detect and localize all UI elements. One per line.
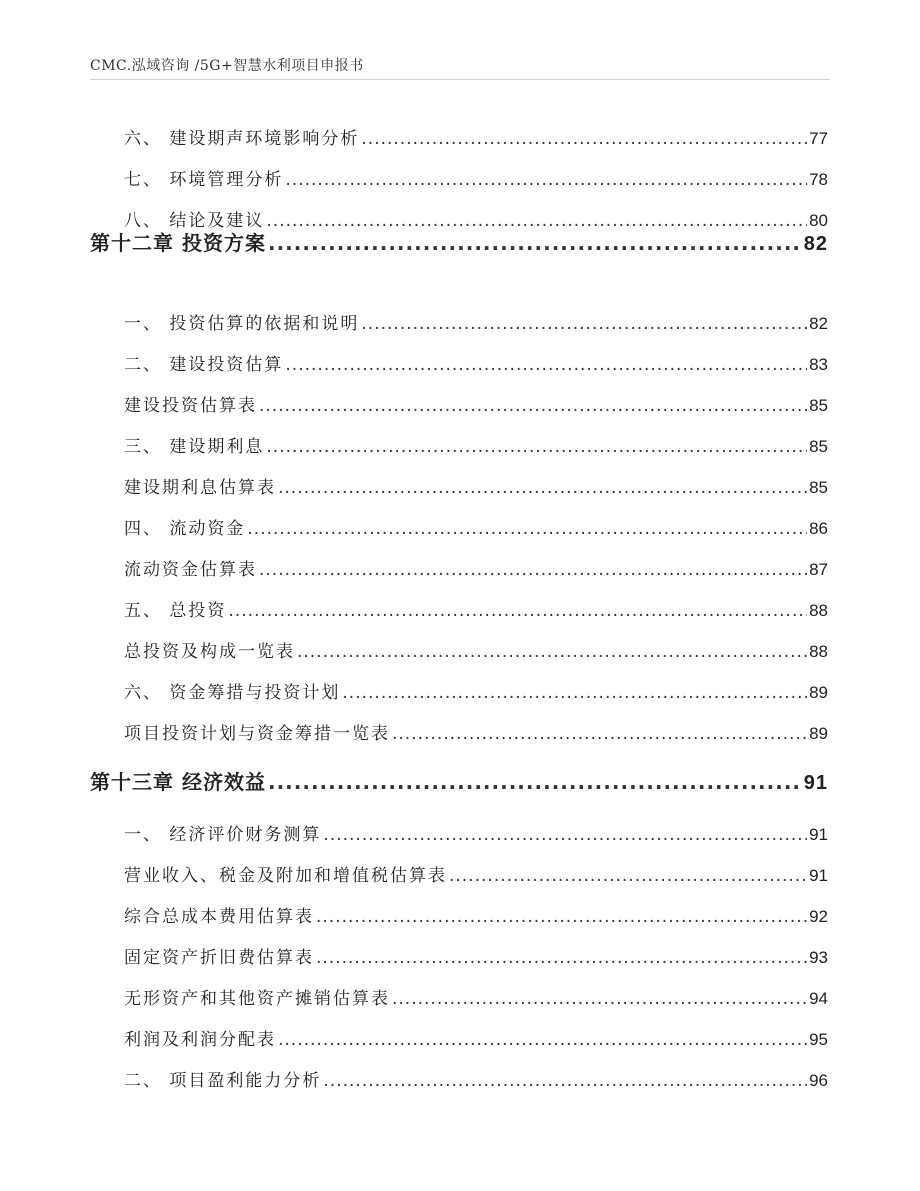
toc-entry[interactable] (124, 719, 828, 744)
toc-entry-label: 二、 项目盈利能力分析 (124, 1071, 322, 1091)
toc-entry-page: 96 (809, 1071, 828, 1090)
toc-leader-dots (228, 601, 807, 621)
toc-entry[interactable] (124, 350, 828, 375)
toc-entry-page: 86 (809, 519, 828, 538)
toc-entry-label: 五、 总投资 (124, 601, 227, 621)
toc-entry[interactable] (124, 473, 828, 498)
toc-leader-dots (323, 825, 807, 845)
toc-entry-page: 87 (809, 560, 828, 579)
toc-entry-page: 85 (809, 396, 828, 415)
toc-entry-page: 88 (809, 642, 828, 661)
toc-entry[interactable] (124, 820, 828, 845)
toc-entry-page: 77 (809, 129, 828, 148)
toc-entry-label: 营业收入、税金及附加和增值税估算表 (124, 866, 447, 886)
toc-chapter-entry[interactable] (90, 227, 828, 256)
toc-entry[interactable] (124, 1066, 828, 1091)
toc-entry-label: 三、 建设期利息 (124, 437, 265, 457)
toc-chapter-label: 第十二章 投资方案 (90, 231, 266, 255)
toc-entry-page: 91 (809, 866, 828, 885)
toc-leader-dots (268, 770, 802, 794)
toc-entry-page: 78 (809, 170, 828, 189)
toc-leader-dots (316, 907, 807, 927)
toc-entry[interactable] (124, 165, 828, 190)
toc-entry[interactable] (124, 637, 828, 662)
toc-entry[interactable] (124, 678, 828, 703)
toc-entry-label: 总投资及构成一览表 (124, 642, 295, 662)
toc-entry[interactable] (124, 984, 828, 1009)
toc-entry-page: 88 (809, 601, 828, 620)
toc-entry-label: 一、 投资估算的依据和说明 (124, 314, 360, 334)
toc-entry-label: 二、 建设投资估算 (124, 355, 284, 375)
toc-leader-dots (266, 437, 807, 457)
toc-leader-dots (278, 478, 807, 498)
toc-entry-label: 利润及利润分配表 (124, 1030, 276, 1050)
toc-leader-dots (278, 1030, 807, 1050)
toc-entry[interactable] (124, 391, 828, 416)
toc-entry[interactable] (124, 514, 828, 539)
toc-entry[interactable] (124, 124, 828, 149)
toc-entry[interactable] (124, 1025, 828, 1050)
toc-leader-dots (259, 396, 807, 416)
toc-entry[interactable] (124, 309, 828, 334)
toc-entry-label: 项目投资计划与资金筹措一览表 (124, 724, 390, 744)
toc-leader-dots (259, 560, 807, 580)
toc-chapter-page: 91 (803, 772, 828, 794)
toc-chapter-page: 82 (803, 233, 828, 255)
toc-leader-dots (392, 989, 807, 1009)
toc-entry[interactable] (124, 596, 828, 621)
toc-leader-dots (285, 355, 807, 375)
toc-leader-dots (323, 1071, 807, 1091)
toc-leader-dots (297, 642, 807, 662)
toc-entry-page: 83 (809, 355, 828, 374)
header-divider (90, 79, 830, 80)
toc-leader-dots (285, 170, 807, 190)
toc-entry-page: 85 (809, 478, 828, 497)
toc-leader-dots (247, 519, 807, 539)
toc-entry-page: 93 (809, 948, 828, 967)
toc-entry-label: 建设投资估算表 (124, 396, 257, 416)
toc-entry-label: 六、 建设期声环境影响分析 (124, 129, 360, 149)
toc-leader-dots (268, 231, 802, 255)
toc-leader-dots (342, 683, 807, 703)
toc-entry-label: 四、 流动资金 (124, 519, 246, 539)
toc-entry-label: 建设期利息估算表 (124, 478, 276, 498)
toc-entry-page: 85 (809, 437, 828, 456)
toc-entry-page: 82 (809, 314, 828, 333)
toc-entry[interactable] (124, 943, 828, 968)
toc-entry-label: 无形资产和其他资产摊销估算表 (124, 989, 390, 1009)
toc-entry-label: 综合总成本费用估算表 (124, 907, 314, 927)
toc-entry-page: 94 (809, 989, 828, 1008)
toc-entry-label: 固定资产折旧费估算表 (124, 948, 314, 968)
toc-entry-page: 80 (809, 211, 828, 230)
toc-entry-page: 92 (809, 907, 828, 926)
toc-leader-dots (392, 724, 807, 744)
toc-entry[interactable] (124, 902, 828, 927)
toc-entry-page: 95 (809, 1030, 828, 1049)
toc-entry-label: 七、 环境管理分析 (124, 170, 284, 190)
toc-chapter-entry[interactable] (90, 766, 828, 795)
toc-chapter-label: 第十三章 经济效益 (90, 770, 266, 794)
toc-entry-label: 流动资金估算表 (124, 560, 257, 580)
toc-entry[interactable] (124, 555, 828, 580)
toc-entry[interactable] (124, 432, 828, 457)
toc-leader-dots (361, 314, 807, 334)
running-header: CMC.泓域咨询 /5G+智慧水利项目申报书 (90, 58, 364, 74)
toc-leader-dots (361, 129, 807, 149)
toc-leader-dots (449, 866, 807, 886)
toc-entry-page: 89 (809, 683, 828, 702)
toc-entry[interactable] (124, 861, 828, 886)
toc-leader-dots (316, 948, 807, 968)
toc-entry-label: 一、 经济评价财务测算 (124, 825, 322, 845)
toc-entry-page: 91 (809, 825, 828, 844)
toc-entry-label: 八、 结论及建议 (124, 211, 265, 231)
toc-entry-label: 六、 资金筹措与投资计划 (124, 683, 341, 703)
toc-entry-page: 89 (809, 724, 828, 743)
